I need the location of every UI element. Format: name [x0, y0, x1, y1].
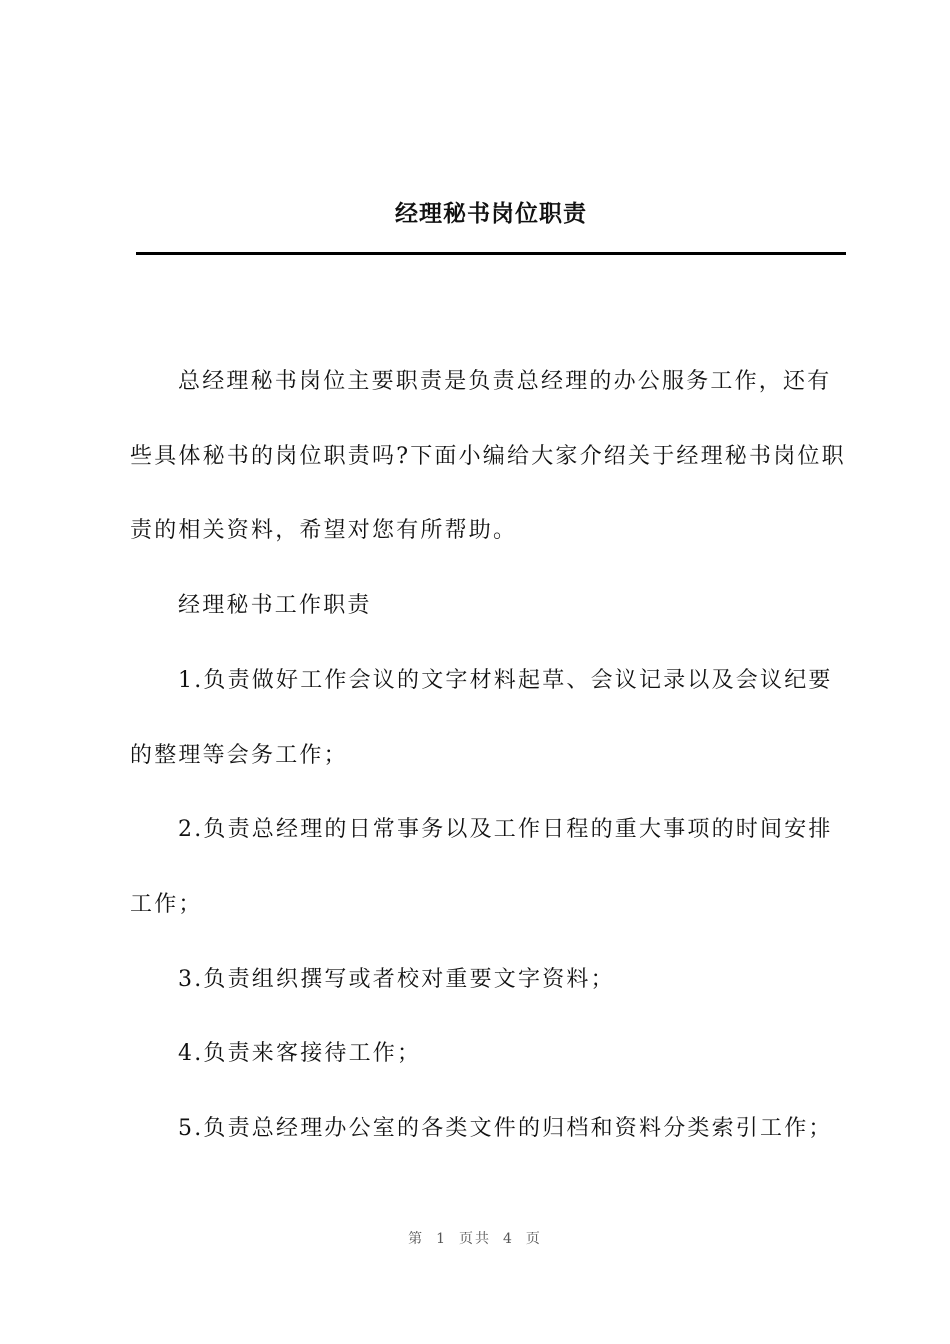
footer-page-label: 第 — [408, 1231, 425, 1247]
document-title: 经理秘书岗位职责 — [395, 201, 587, 227]
footer-total-pages: 4 — [503, 1231, 514, 1247]
paragraph-item-1: 1.负责做好工作会议的文字材料起草、会议记录以及会议纪要的整理等会务工作； — [130, 667, 833, 768]
paragraph-item-5: 5.负责总经理办公室的各类文件的归档和资料分类索引工作； — [178, 1116, 833, 1142]
footer-total-label: 页共 — [459, 1231, 491, 1247]
page-footer — [0, 1228, 950, 1248]
title-divider — [136, 252, 846, 255]
paragraph-intro: 总经理秘书岗位主要职责是负责总经理的办公服务工作，还有些具体秘书的岗位职责吗?下面小编给大家介绍关于经理秘书岗位职责的相关资料，希望对您有所帮助。 — [130, 369, 846, 544]
paragraph-item-2: 2.负责总经理的日常事务以及工作日程的重大事项的时间安排工作； — [130, 817, 833, 917]
footer-end-label: 页 — [525, 1231, 542, 1247]
paragraph-item-3: 3.负责组织撰写或者校对重要文字资料； — [178, 966, 615, 992]
document-body — [130, 345, 846, 1167]
paragraph-section-heading: 经理秘书工作职责 — [178, 593, 372, 619]
paragraph-item-4: 4.负责来客接待工作； — [178, 1041, 422, 1067]
footer-current-page: 1 — [436, 1231, 447, 1247]
